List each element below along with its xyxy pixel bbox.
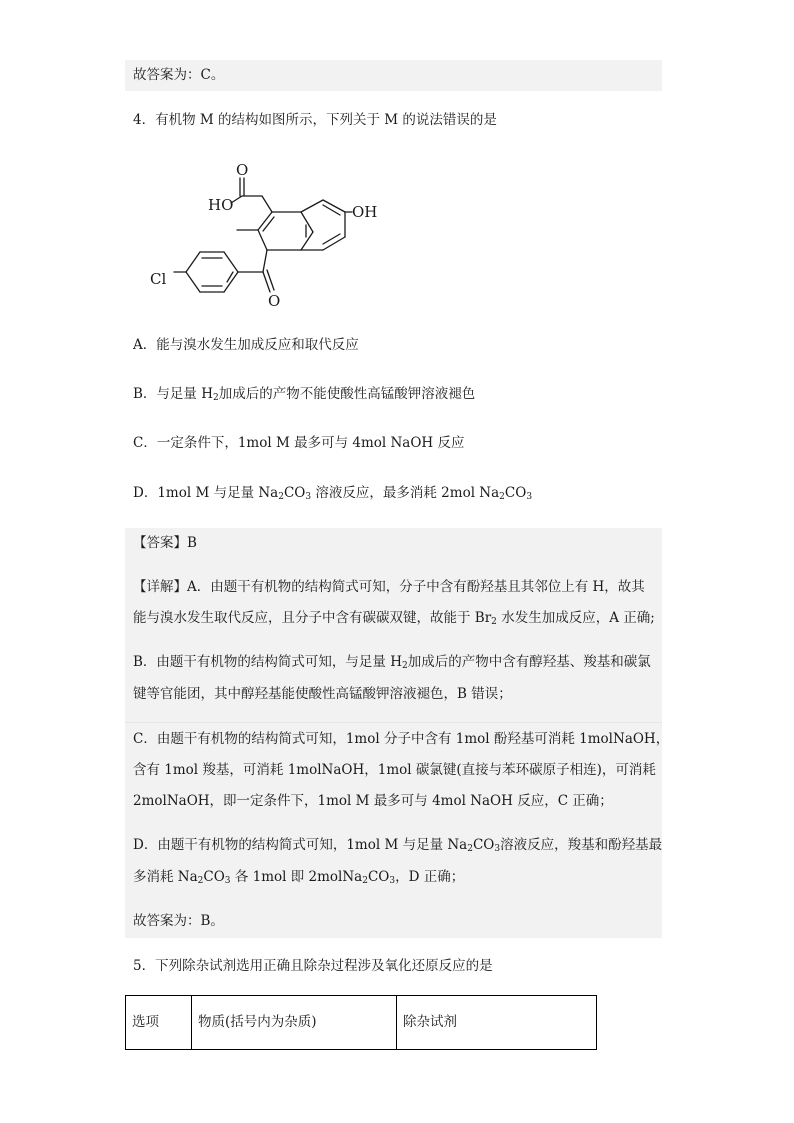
option-c: C．一定条件下，1mol M 最多可与 4mol NaOH 反应 [133, 435, 465, 451]
detail-c-line3: 2molNaOH，即一定条件下，1mol M 最多可与 4mol NaOH 反应，C 正确； [133, 793, 613, 809]
detail-d-line1: D．由题干有机物的结构简式可知，1mol M 与足量 $Na_2CO_3$溶液反应，羧基和酚羟基最 [133, 837, 663, 854]
table-header-cell: 除杂试剂 [397, 996, 597, 1050]
table-header-cell: 选项 [126, 996, 192, 1050]
detail-b-line2: 键等官能团，其中醇羟基能使酸性高锰酸钾溶液褪色，B 错误； [133, 686, 512, 702]
label-ho: HO [208, 196, 234, 214]
label-cl: Cl [150, 270, 167, 288]
option-a: A．能与溴水发生加成反应和取代反应 [133, 337, 359, 353]
question5-stem: 5．下列除杂试剂选用正确且除杂过程涉及氧化还原反应的是 [133, 958, 493, 974]
table-header-cell: 物质(括号内为杂质) [192, 996, 397, 1050]
detail-c-line2: 含有 1mol 羧基，可消耗 1molNaOH，1mol 碳氯键(直接与苯环碳原子相连)，可消耗 [133, 762, 656, 778]
conclusion: 故答案为：B。 [133, 913, 224, 929]
detail-a-line2: 能与溴水发生取代反应，且分子中含有碳碳双键，故能于 $Br_2$ 水发生加成反应，A 正确; [133, 610, 655, 627]
detail-d-line2: 多消耗 $Na_2CO_3$ 各 1mol 即 $2molNa_2CO_3$，D 正确； [133, 869, 465, 886]
label-o-bottom: O [268, 292, 281, 310]
option-b: B．与足量 $H_2$加成后的产物不能使酸性高锰酸钾溶液褪色 [133, 386, 476, 403]
detail-a-line1: 【详解】A．由题干有机物的结构简式可知，分子中含有酚羟基且其邻位上有 H，故其 [133, 579, 645, 595]
option-d: D．1mol M 与足量 $Na_2CO_3$ 溶液反应，最多消耗 2mol $Na_2CO_3$ [133, 485, 533, 502]
label-o-top: O [236, 161, 249, 179]
table-header-row [126, 996, 597, 1050]
detail-b-line1: B．由题干有机物的结构简式可知，与足量 $H_2$加成后的产物中含有醇羟基、羧基和碳氯 [133, 654, 651, 671]
molecule-structure [140, 150, 390, 315]
label-oh: OH [352, 203, 378, 221]
divider [125, 722, 662, 723]
impurity-table [125, 995, 597, 1050]
prev-answer: 故答案为：C。 [133, 67, 225, 83]
detail-c-line1: C．由题干有机物的结构简式可知，1mol 分子中含有 1mol 酚羟基可消耗 1molNaOH， [133, 731, 670, 747]
answer-label: 【答案】B [133, 535, 197, 551]
question4-stem: 4．有机物 M 的结构如图所示，下列关于 M 的说法错误的是 [133, 112, 497, 128]
